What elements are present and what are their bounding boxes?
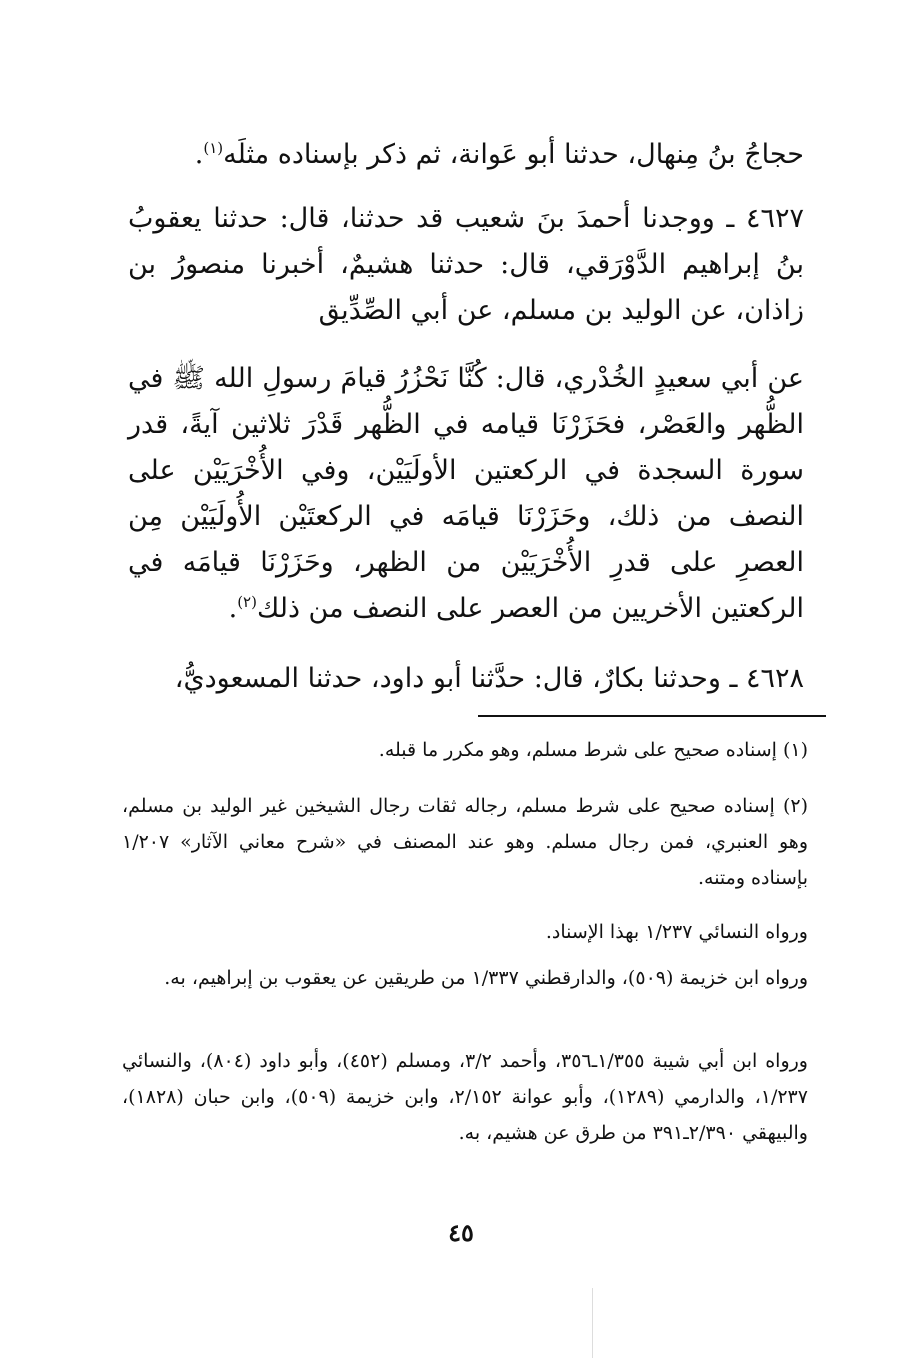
paragraph-end-mark: . — [194, 139, 204, 170]
hadith-4627-chain: ٤٦٢٧ ـ ووجدنا أحمدَ بنَ شعيب قد حدثنا، قال: حدثنا يعقوبُ بنُ إبراهيم الدَّوْرَقي، قال: حدثنا هشيمٌ، أخبرنا منصورُ بن زاذان، عن الوليد بن مسلم، عن أبي الصِّدِّيق — [128, 203, 804, 326]
paragraph-end-mark: . — [228, 593, 238, 624]
hadith-4628-chain: ٤٦٢٨ ـ وحدثنا بكارٌ، قال: حدَّثنا أبو داود، حدثنا المسعوديُّ، — [174, 663, 804, 694]
footnote-1: (١) إسناده صحيح على شرط مسلم، وهو مكرر ما قبله. — [378, 739, 808, 761]
paragraph-text: حجاجُ بنُ مِنهال، حدثنا أبو عَوانة، ثم ذكر بإسناده مثلَه — [223, 139, 804, 170]
footnote-marker-1: (١) — [203, 139, 224, 157]
footnote-2-nasai: ورواه النسائي ١/٢٣٧ بهذا الإسناد. — [545, 921, 808, 943]
footnote-marker-2: (٢) — [237, 593, 257, 611]
footnote-2-khuzayma: ورواه ابن خزيمة (٥٠٩)، والدارقطني ١/٣٣٧ من طريقين عن يعقوب بن إبراهيم، به. — [164, 967, 808, 989]
footnote-2: (٢) إسناده صحيح على شرط مسلم، رجاله ثقات رجال الشيخين غير الوليد بن مسلم، وهو العنبري، فمن رجال مسلم. وهو عند المصنف في «شرح معاني الآثار» ١/٢٠٧ بإسناده ومتنه. — [122, 795, 808, 889]
hadith-4627-text — [128, 356, 804, 632]
paragraph-text: عن أبي سعيدٍ الخُدْري، قال: كُنَّا نَحْزُرُ قيامَ رسولِ الله ﷺ في الظُّهر والعَصْر، فحَزَرْنَا قيامه في الظُّهر قَدْرَ ثلاثين آيةً، قدر سورة السجدة في الركعتين الأولَيَيْن، وفي الأُخْرَيَيْن على النصف من ذلك، وحَزَرْنَا قيامَه في الركعتَيْن الأُولَيَيْن مِن العصرِ على قدرِ الأُخْرَيَيْن من الظهر، وحَزَرْنَا قيامَه في الركعتين الأخريين من العصر على النصف من ذلك — [128, 363, 804, 624]
paragraph-continuation — [128, 132, 804, 178]
footnote-2-sources: ورواه ابن أبي شيبة ١/٣٥٥ـ٣٥٦، وأحمد ٣/٢، ومسلم (٤٥٢)، وأبو داود (٨٠٤)، والنسائي ١/٢٣٧، والدارمي (١٢٨٩)، وأبو عوانة ٢/١٥٢، وابن خزيمة (٥٠٩)، وابن حبان (١٨٢٨)، والبيهقي ٢/٣٩٠ـ٣٩١ من طرق عن هشيم، به. — [122, 1050, 808, 1144]
footnote-separator — [478, 715, 826, 717]
page-number: ٤٥ — [448, 1218, 474, 1247]
scan-artifact-line — [592, 1288, 593, 1358]
